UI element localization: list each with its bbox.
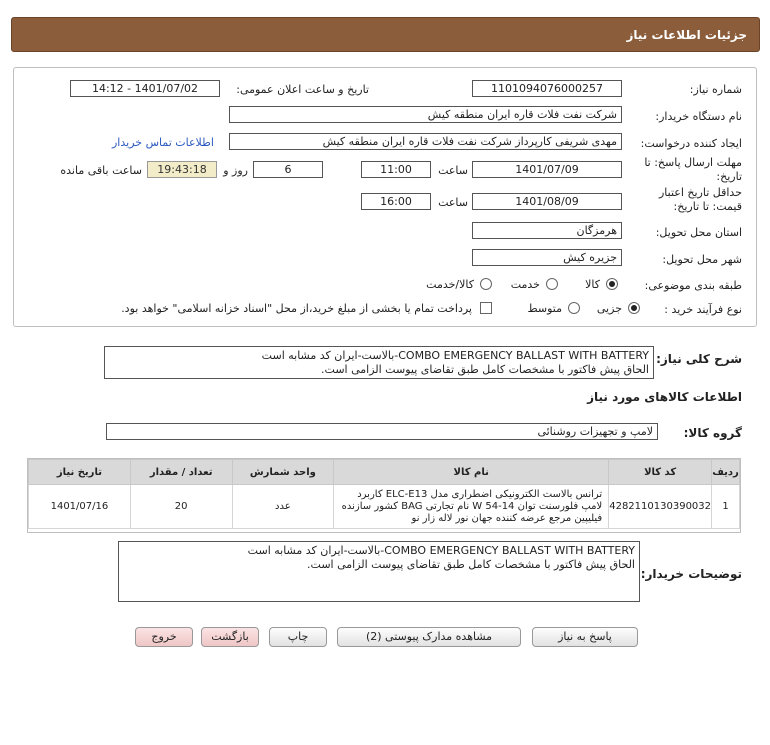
- summary-line-1: COMBO EMERGENCY BALLAST WITH BATTERY-بالاست-ایران کد مشابه است: [261, 349, 649, 362]
- page-title: جزئیات اطلاعات نیاز: [626, 28, 747, 42]
- col-header-qty: تعداد / مقدار: [130, 460, 232, 485]
- price-validity-date: 1401/08/09: [472, 193, 622, 210]
- goods-section-title: اطلاعات کالاهای مورد نیاز: [587, 390, 742, 404]
- reply-button[interactable]: پاسخ به نیاز: [532, 627, 638, 647]
- summary-label: شرح کلی نیاز:: [656, 352, 742, 366]
- buyer-notes-label: توضیحات خریدار:: [640, 567, 742, 581]
- goods-table: [27, 458, 741, 533]
- requester-label: ایجاد کننده درخواست:: [640, 137, 742, 150]
- requester-field: مهدی شریفی کارپرداز شرکت نفت فلات قاره ایران منطقه کیش: [229, 133, 622, 150]
- row-date: 1401/07/16: [29, 485, 131, 529]
- row-name: [334, 485, 609, 529]
- reply-days-field: 6: [253, 161, 323, 178]
- col-header-code: کد کالا: [609, 460, 712, 485]
- process-option-medium: متوسط: [527, 302, 562, 315]
- remaining-time-field: 19:43:18: [147, 161, 217, 178]
- row-name-line-3: فیلیپین مرجع عرضه کننده جهان نور لاله زار نو: [411, 512, 603, 524]
- row-unit: عدد: [232, 485, 334, 529]
- reply-deadline-time-label: ساعت: [438, 164, 468, 177]
- delivery-city-label: شهر محل تحویل:: [662, 253, 742, 266]
- category-option-goods: کالا: [585, 278, 600, 291]
- process-option-minor: جزیی: [596, 302, 622, 315]
- buyer-org-field: شرکت نفت فلات قاره ایران منطقه کیش: [229, 106, 622, 123]
- category-label: طبقه بندی موضوعی:: [644, 279, 742, 292]
- row-qty: 20: [130, 485, 232, 529]
- print-button[interactable]: چاپ: [269, 627, 327, 647]
- delivery-province-field: هرمزگان: [472, 222, 622, 239]
- buyer-notes-text: [118, 541, 640, 602]
- category-radio-goods[interactable]: [606, 278, 618, 290]
- summary-text: [104, 346, 654, 379]
- buyer-notes-line-2: الحاق پیش فاکتور با مشخصات کامل طبق تقاضای پیوست الزامی است.: [307, 558, 635, 571]
- exit-button[interactable]: خروج: [135, 627, 193, 647]
- category-radio-goods-service[interactable]: [480, 278, 492, 290]
- reply-deadline-label: مهلت ارسال پاسخ: تا: [644, 156, 742, 169]
- buyer-notes-line-1: COMBO EMERGENCY BALLAST WITH BATTERY-بالاست-ایران کد مشابه است: [247, 544, 635, 557]
- announce-datetime-label: تاریخ و ساعت اعلان عمومی:: [236, 83, 369, 96]
- reply-deadline-date: 1401/07/09: [472, 161, 622, 178]
- category-radio-service[interactable]: [546, 278, 558, 290]
- page-header: [11, 17, 760, 52]
- announce-datetime-field: 1401/07/02 - 14:12: [70, 80, 220, 97]
- category-option-goods-service: کالا/خدمت: [426, 278, 474, 291]
- buyer-org-label: نام دستگاه خریدار:: [655, 110, 742, 123]
- back-button[interactable]: بازگشت: [201, 627, 259, 647]
- reply-deadline-time: 11:00: [361, 161, 431, 178]
- need-number-field: 1101094076000257: [472, 80, 622, 97]
- need-number-label: شماره نیاز:: [689, 83, 742, 96]
- category-option-service: خدمت: [510, 278, 540, 291]
- goods-group-field: لامپ و تجهیزات روشنائی: [106, 423, 658, 440]
- view-attachments-button[interactable]: مشاهده مدارک پیوستی (2): [337, 627, 521, 647]
- summary-line-2: الحاق پیش فاکتور با مشخصات کامل طبق تقاضای پیوست الزامی است.: [321, 363, 649, 376]
- process-radio-medium[interactable]: [568, 302, 580, 314]
- table-row: [29, 485, 740, 529]
- row-code: 4282110130390032: [609, 485, 712, 529]
- price-validity-label: حداقل تاریخ اعتبار: [658, 186, 742, 199]
- process-type-label: نوع فرآیند خرید :: [664, 303, 742, 316]
- row-name-line-2: لامپ فلورسنت توان W 54-14 نام تجارتی BAG کشور سازنده: [341, 500, 603, 512]
- delivery-province-label: استان محل تحویل:: [655, 226, 742, 239]
- price-validity-time-label: ساعت: [438, 196, 468, 209]
- price-validity-label-2: قیمت: تا تاریخ:: [673, 200, 742, 213]
- col-header-index: ردیف: [712, 460, 740, 485]
- treasury-payment-checkbox[interactable]: [480, 302, 492, 314]
- days-label: روز و: [223, 164, 248, 177]
- col-header-name: نام کالا: [334, 460, 609, 485]
- row-index: 1: [712, 485, 740, 529]
- reply-deadline-label-2: تاریخ:: [716, 170, 742, 183]
- process-radio-minor[interactable]: [628, 302, 640, 314]
- price-validity-time: 16:00: [361, 193, 431, 210]
- remaining-time-label: ساعت باقی مانده: [60, 164, 142, 177]
- col-header-unit: واحد شمارش: [232, 460, 334, 485]
- buyer-contact-link[interactable]: اطلاعات تماس خریدار: [112, 136, 214, 149]
- delivery-city-field: جزیره کیش: [472, 249, 622, 266]
- goods-group-label: گروه کالا:: [683, 426, 742, 440]
- col-header-date: تاریخ نیاز: [29, 460, 131, 485]
- row-name-line-1: ترانس بالاست الکترونیکی اضطراری مدل ELC-E13 کاربرد: [357, 488, 603, 500]
- treasury-payment-text: پرداخت تمام یا بخشی از مبلغ خرید،از محل "اسناد خزانه اسلامی" خواهد بود.: [121, 302, 472, 315]
